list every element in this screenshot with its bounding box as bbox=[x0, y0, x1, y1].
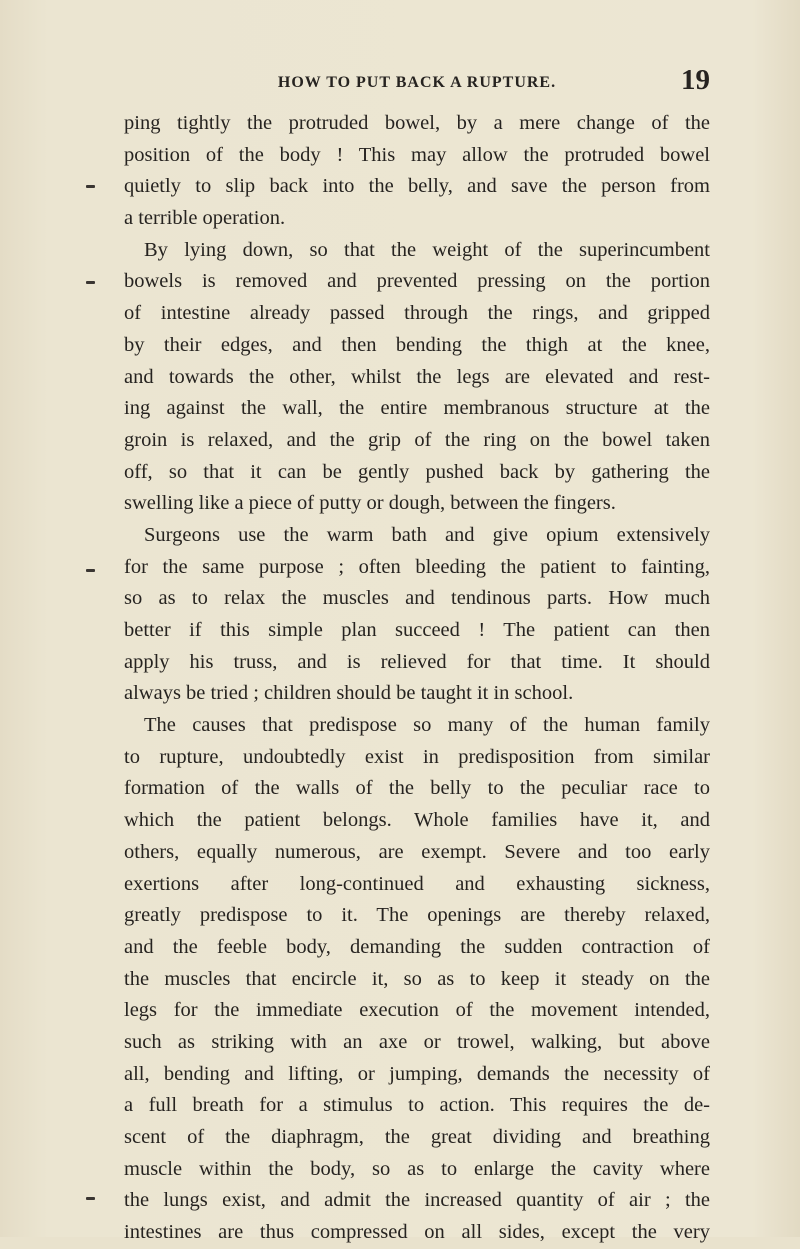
margin-mark bbox=[86, 569, 95, 572]
text-line: The causes that predispose so many of the human family bbox=[144, 714, 710, 737]
text-line: the muscles that encircle it, so as to keep it steady on the bbox=[124, 967, 710, 990]
text-line: ing against the wall, the entire membranous structure at the bbox=[124, 397, 710, 420]
text-line: always be tried ; children should be taught it in school. bbox=[124, 682, 574, 705]
page-header bbox=[124, 64, 710, 104]
text-line: legs for the immediate execution of the movement intended, bbox=[124, 999, 710, 1022]
text-line: swelling like a piece of putty or dough, between the fingers. bbox=[124, 492, 616, 515]
text-line: ping tightly the protruded bowel, by a mere change of the bbox=[124, 112, 710, 134]
text-line: position of the body ! This may allow the protruded bowel bbox=[124, 143, 710, 166]
text-line: a terrible operation. bbox=[124, 207, 286, 230]
margin-mark bbox=[86, 1197, 95, 1200]
text-line: a full breath for a stimulus to action. This requires the de- bbox=[124, 1094, 710, 1117]
text-line: muscle within the body, so as to enlarge the cavity where bbox=[124, 1157, 710, 1180]
text-line: quietly to slip back into the belly, and save the person from bbox=[124, 175, 710, 198]
text-line: all, bending and lifting, or jumping, demands the necessity of bbox=[124, 1062, 710, 1085]
text-line: such as striking with an axe or trowel, walking, but above bbox=[124, 1030, 710, 1053]
text-line: others, equally numerous, are exempt. Severe and too early bbox=[124, 840, 710, 863]
text-line: apply his truss, and is relieved for that time. It should bbox=[124, 650, 710, 673]
text-line: and towards the other, whilst the legs are elevated and rest- bbox=[124, 365, 710, 388]
text-line: which the patient belongs. Whole families have it, and bbox=[124, 809, 710, 832]
text-line: scent of the diaphragm, the great dividing and breathing bbox=[124, 1126, 710, 1148]
margin-mark bbox=[86, 281, 95, 284]
text-line: better if this simple plan succeed ! The patient can then bbox=[124, 619, 710, 641]
text-line: so as to relax the muscles and tendinous parts. How much bbox=[124, 587, 710, 610]
text-line: by their edges, and then bending the thigh at the knee, bbox=[124, 333, 710, 356]
text-line: and the feeble body, demanding the sudden contraction of bbox=[124, 935, 710, 958]
running-title: HOW TO PUT BACK A RUPTURE. bbox=[277, 74, 557, 91]
margin-mark bbox=[86, 185, 95, 188]
text-line: Surgeons use the warm bath and give opium extensively bbox=[144, 523, 710, 546]
body-text bbox=[124, 108, 710, 1249]
text-line: By lying down, so that the weight of the superincumbent bbox=[144, 238, 710, 261]
text-line: bowels is removed and prevented pressing on the portion bbox=[124, 270, 710, 293]
text-line: for the same purpose ; often bleeding the patient to fainting, bbox=[124, 555, 710, 578]
text-line: intestines are thus compressed on all sides, except the very bbox=[124, 1221, 710, 1244]
text-line: exertions after long-continued and exhausting sickness, bbox=[124, 872, 710, 895]
text-line: of intestine already passed through the rings, and gripped bbox=[124, 302, 710, 325]
text-line: off, so that it can be gently pushed back by gathering the bbox=[124, 460, 710, 483]
text-line: the lungs exist, and admit the increased quantity of air ; the bbox=[124, 1189, 710, 1212]
page-number: 19 bbox=[681, 64, 710, 96]
text-line: greatly predispose to it. The openings are thereby relaxed, bbox=[124, 904, 710, 927]
text-line: formation of the walls of the belly to the peculiar race to bbox=[124, 777, 710, 800]
text-line: groin is relaxed, and the grip of the ring on the bowel taken bbox=[124, 428, 710, 451]
text-line: to rupture, undoubtedly exist in predisposition from similar bbox=[124, 745, 710, 768]
